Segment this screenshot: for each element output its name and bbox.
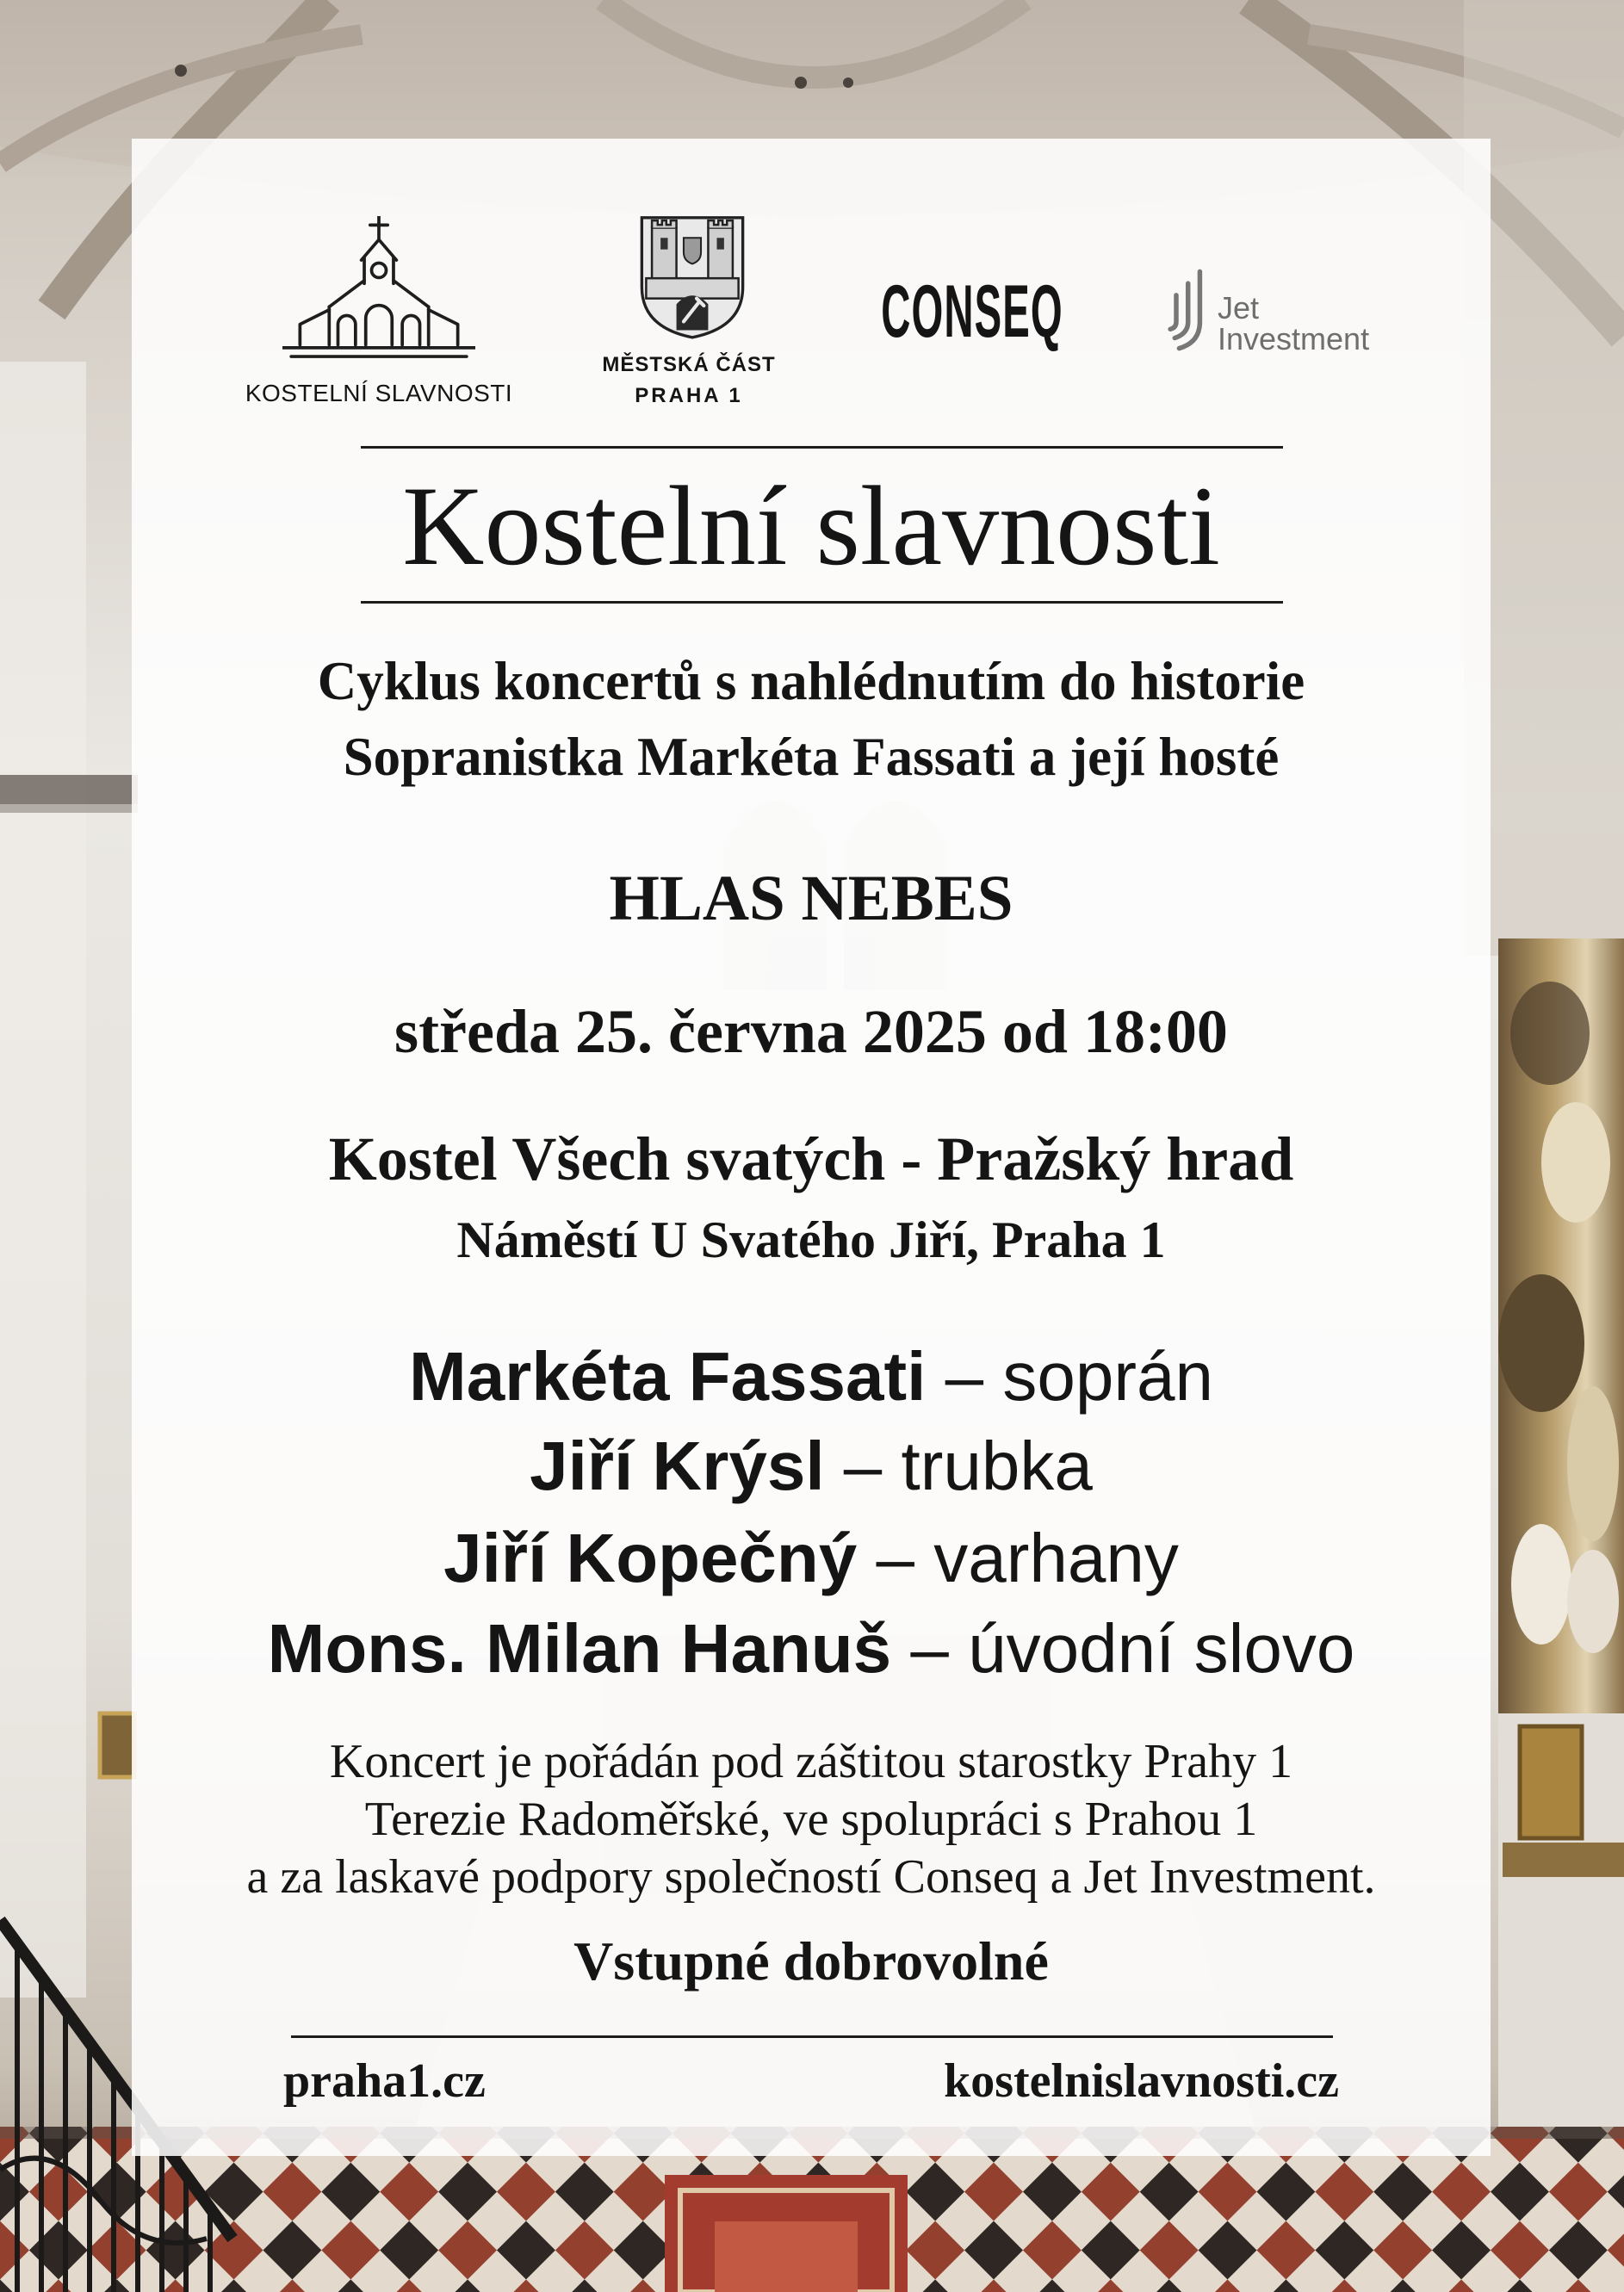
performer-role: trubka [901, 1428, 1093, 1504]
performer-dash: – [876, 1520, 915, 1596]
kostelni-slavnosti-logo-label: KOSTELNÍ SLAVNOSTI [245, 380, 513, 406]
performer-name: Jiří Kopečný [443, 1520, 858, 1596]
title-rule-top [361, 446, 1283, 449]
concert-name: HLAS NEBES [609, 863, 1013, 934]
performer-role: soprán [1002, 1338, 1213, 1415]
performer-line [132, 1517, 1491, 1600]
conseq-logo: CONSEQ [881, 270, 1063, 353]
jet-investment-logo-line2: Investment [1218, 321, 1370, 356]
performer-line [132, 1607, 1491, 1690]
admission-text: Vstupné dobrovolné [573, 1930, 1049, 1992]
prague-coat-of-arms-icon [639, 214, 746, 339]
patronage-note-line: Terezie Radoměřské, ve spolupráci s Prahou 1 [364, 1793, 1258, 1846]
patronage-note-line: a za laskavé podpory společností Conseq a Jet Investment. [246, 1850, 1376, 1904]
footer-rule [291, 2035, 1333, 2038]
jet-investment-logo-line1: Jet [1218, 290, 1260, 325]
footer-link-praha1: praha1.cz [283, 2054, 486, 2108]
footer-link-kostelnislavnosti: kostelnislavnosti.cz [944, 2054, 1339, 2108]
statue [1511, 1524, 1571, 1645]
patronage-note-line: Koncert je pořádán pod záštitou starostky Prahy 1 [329, 1735, 1293, 1788]
wall-painting [100, 1713, 134, 1777]
subtitle-performer: Sopranistka Markéta Fassati a její hosté [343, 727, 1280, 787]
performer-dash: – [843, 1428, 883, 1504]
church-icon [282, 216, 475, 362]
jet-investment-icon [1165, 269, 1208, 351]
performer-name: Markéta Fassati [409, 1338, 927, 1415]
performer-dash: – [910, 1610, 949, 1687]
performer-role: varhany [933, 1520, 1179, 1596]
performer-dash: – [945, 1338, 984, 1415]
subtitle-series: Cyklus koncertů s nahlédnutím do historie [317, 651, 1305, 711]
tabernacle [1520, 1726, 1582, 1838]
venue-name: Kostel Všech svatých - Pražský hrad [328, 1124, 1294, 1193]
performer-name: Mons. Milan Hanuš [267, 1610, 892, 1687]
statue [1567, 1550, 1619, 1653]
performer-line [132, 1425, 1491, 1508]
mestska-cast-label: MĚSTSKÁ ČÁST [602, 353, 776, 376]
poster-title: Kostelní slavnosti [402, 462, 1220, 589]
performer-line [132, 1335, 1491, 1418]
performer-role: úvodní slovo [968, 1610, 1355, 1687]
title-rule-bottom [361, 601, 1283, 604]
event-date-time: středa 25. června 2025 od 18:00 [394, 997, 1228, 1066]
performer-name: Jiří Krýsl [530, 1428, 825, 1504]
venue-address: Náměstí U Svatého Jiří, Praha 1 [456, 1211, 1166, 1268]
praha-1-label: PRAHA 1 [635, 384, 743, 407]
